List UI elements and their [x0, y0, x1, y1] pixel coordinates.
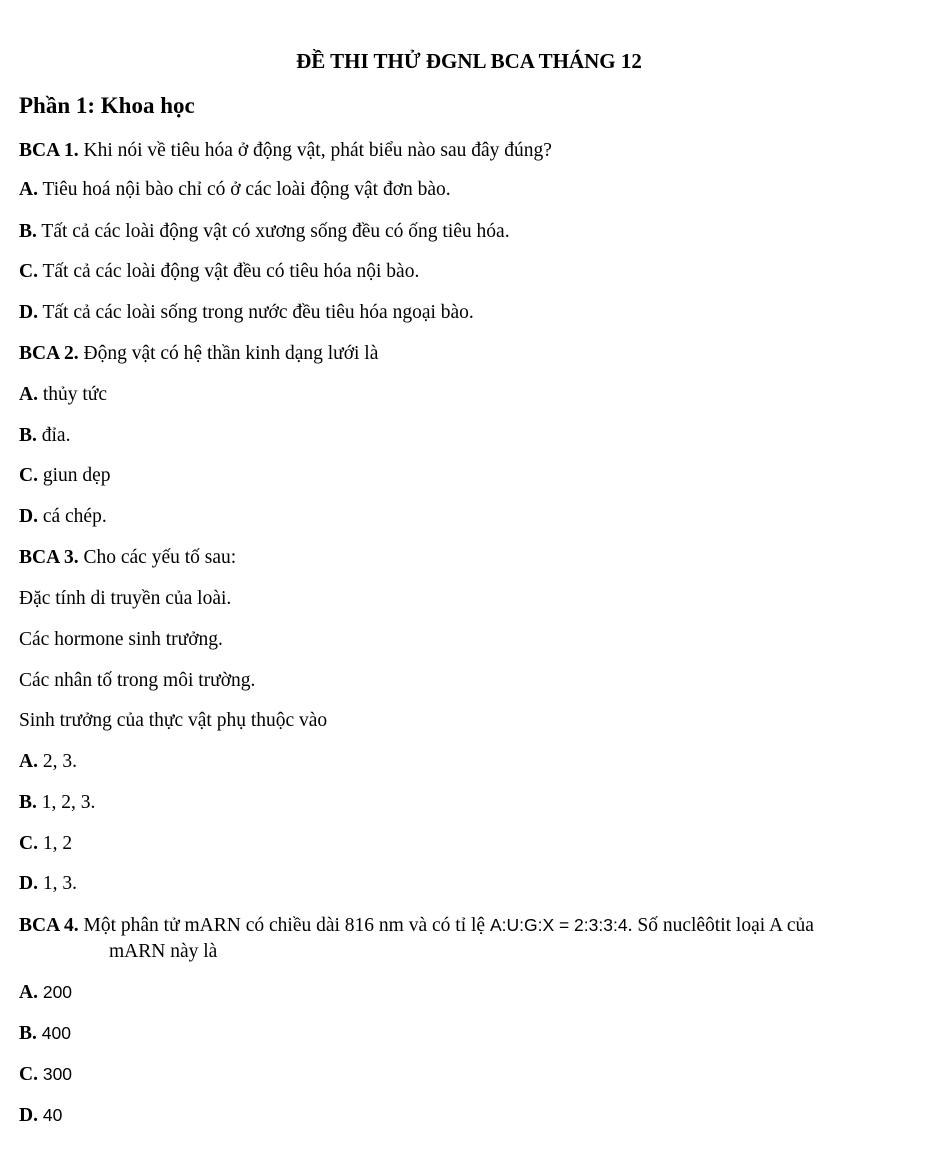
- option-letter: C.: [19, 261, 38, 282]
- q3-statement-2: Các hormone sinh trưởng.: [19, 629, 223, 650]
- question-4-continuation: mARN này là: [109, 941, 218, 962]
- question-text: Cho các yếu tố sau:: [78, 547, 237, 568]
- section-heading: Phần 1: Khoa học: [19, 93, 195, 118]
- q1-option-c: [19, 260, 419, 284]
- q4-option-a: [19, 980, 72, 1005]
- option-letter: C.: [19, 1064, 38, 1085]
- q3-statement-3: Các nhân tố trong môi trường.: [19, 670, 256, 691]
- q3-option-b: [19, 791, 95, 815]
- option-text: 300: [37, 1064, 73, 1084]
- q2-option-d: [19, 505, 107, 529]
- question-3: [19, 546, 236, 570]
- option-text: thủy tức: [37, 384, 108, 405]
- nucleotide-ratio: A:U:G:X = 2:3:3:4: [489, 915, 628, 935]
- q1-option-d: [19, 301, 474, 325]
- option-text: Tất cả các loài động vật có xương sống đều có ống tiêu hóa.: [36, 221, 510, 242]
- option-letter: C.: [19, 465, 38, 486]
- question-label: BCA 2.: [19, 343, 79, 364]
- question-text-end: . Số nuclêôtit loại A của: [627, 915, 814, 936]
- option-letter: D.: [19, 506, 38, 527]
- option-letter: B.: [19, 792, 37, 813]
- option-text: Tất cả các loài sống trong nước đều tiêu hóa ngoại bào.: [37, 302, 474, 323]
- question-1: [19, 139, 552, 163]
- q3-option-a: [19, 750, 77, 774]
- q1-option-a: [19, 178, 451, 202]
- q4-option-b: [19, 1021, 71, 1046]
- option-text: 400: [36, 1023, 71, 1043]
- option-letter: B.: [19, 221, 37, 242]
- option-letter: B.: [19, 1023, 37, 1044]
- option-text: Tất cả các loài động vật đều có tiêu hóa nội bào.: [37, 261, 420, 282]
- q4-option-c: [19, 1062, 72, 1087]
- option-letter: C.: [19, 833, 38, 854]
- option-text: cá chép.: [37, 506, 107, 527]
- q2-option-c: [19, 464, 111, 488]
- option-text: 1, 2, 3.: [36, 792, 96, 813]
- option-text: Tiêu hoá nội bào chỉ có ở các loài động vật đơn bào.: [37, 179, 451, 200]
- option-text: 1, 2: [37, 833, 73, 854]
- option-letter: D.: [19, 302, 38, 323]
- option-text: 200: [37, 982, 73, 1002]
- option-letter: B.: [19, 425, 37, 446]
- option-letter: A.: [19, 982, 38, 1003]
- question-2: [19, 342, 378, 366]
- option-letter: D.: [19, 1105, 38, 1126]
- q3-option-c: [19, 832, 72, 856]
- question-text: Một phân tử mARN có chiều dài 816 nm và có tỉ lệ: [78, 915, 490, 936]
- option-letter: A.: [19, 179, 38, 200]
- q4-option-d: [19, 1103, 62, 1128]
- q3-statement-1: Đặc tính di truyền của loài.: [19, 588, 232, 609]
- option-text: 2, 3.: [37, 751, 77, 772]
- q2-option-a: [19, 383, 107, 407]
- question-text: Khi nói về tiêu hóa ở động vật, phát biểu nào sau đây đúng?: [78, 140, 552, 161]
- question-4: [19, 913, 814, 938]
- question-text: Động vật có hệ thần kinh dạng lưới là: [78, 343, 379, 364]
- q3-statement-4: Sinh trưởng của thực vật phụ thuộc vào: [19, 710, 328, 731]
- option-text: 1, 3.: [37, 873, 77, 894]
- option-letter: A.: [19, 751, 38, 772]
- q3-option-d: [19, 872, 77, 896]
- question-label: BCA 4.: [19, 915, 79, 936]
- question-label: BCA 3.: [19, 547, 79, 568]
- option-letter: D.: [19, 873, 38, 894]
- question-label: BCA 1.: [19, 140, 79, 161]
- q2-option-b: [19, 424, 70, 448]
- q1-option-b: [19, 220, 510, 244]
- option-text: giun dẹp: [37, 465, 111, 486]
- option-text: đỉa.: [36, 425, 71, 446]
- page-title: ĐỀ THI THỬ ĐGNL BCA THÁNG 12: [296, 49, 642, 73]
- option-letter: A.: [19, 384, 38, 405]
- option-text: 40: [37, 1105, 63, 1125]
